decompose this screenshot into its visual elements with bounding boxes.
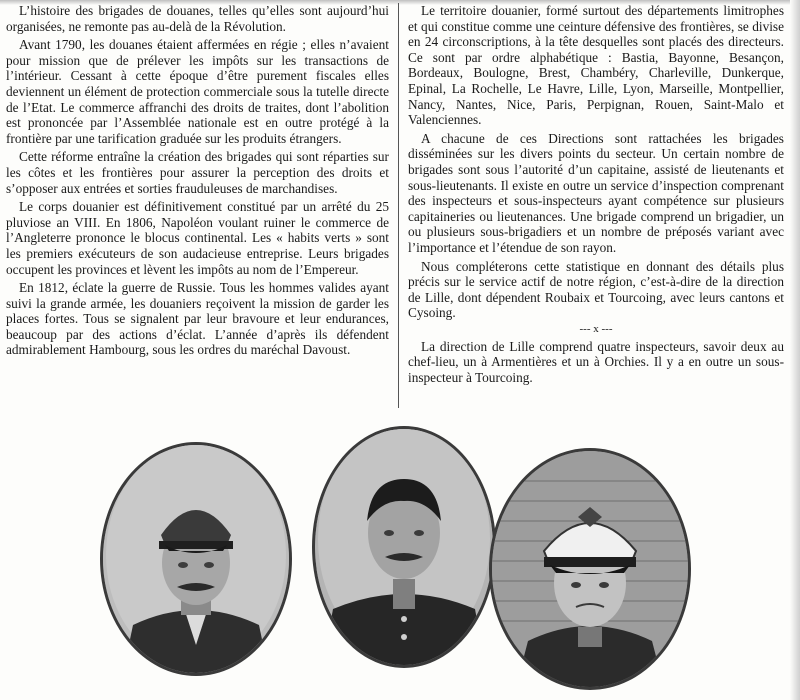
right-paragraph-3: Nous compléterons cette statistique en donnant des détails plus précis sur le service actif de notre région, c’est-à-dire de la direction de Lille, dont dépendent Roubaix et Tourcoing, avec leurs cantons et Cysoing. (408, 258, 784, 321)
portrait-customs-officer-middle (312, 426, 496, 668)
right-text-column (408, 3, 784, 386)
left-paragraph-2: Avant 1790, les douanes étaient affermées en régie ; elles n’avaient pour mission que de prélever les impôts sur les transactions de l’intérieur. Cessant à cette époque d’être purement fiscales elles deviennent un élément de protection commerciale sous la tutelle directe de l’Etat. Le commerce affranchi des droits de traites, dont l’abolition est prononcée par l’Assemblée nationale est en outre protégé à la frontière par une tarification graduée sur les produits étrangers. (6, 37, 389, 146)
portrait-right-illustration (492, 451, 688, 687)
right-paragraph-closing: La direction de Lille comprend quatre inspecteurs, savoir deux au chef-lieu, un à Armentières et un à Orchies. Il y a en outre un sous-inspecteur à Tourcoing. (408, 338, 784, 386)
right-paragraph-1: Le territoire douanier, formé surtout des départements limitrophes et qui constitue comme une ceinture défensive des frontières, se divise en 24 circonscriptions, à la tête desquelles sont placés des directeurs. Ce sont par ordre alphabétique : Bastia, Bayonne, Besançon, Bordeaux, Boulogne, Brest, Chambéry, Charleville, Dunkerque, Epinal, La Rochelle, Le Havre, Lille, Lyon, Marseille, Montpellier, Nancy, Nantes, Nice, Paris, Perpignan, Rouen, Saint-Malo et Valenciennes. (408, 3, 784, 128)
portrait-left-illustration (103, 445, 289, 673)
portrait-customs-officer-right (489, 448, 691, 690)
portrait-customs-officer-left (100, 442, 292, 676)
left-paragraph-1: L’histoire des brigades de douanes, telles qu’elles sont aujourd’hui organisées, ne remonte pas au-delà de la Révolution. (6, 3, 389, 34)
right-paragraph-2: A chacune de ces Directions sont rattachées les brigades disséminées sur les divers points du secteur. Un certain nombre de brigades sont sous l’autorité d’un capitaine, assisté de lieutenants et sous-lieutenants. Il existe en outre un service d’inspection comprenant des inspecteurs et sous-inspecteurs ayant compétence sur plusieurs capitaineries ou lieutenances. Une brigade comprend un brigadier, un ou plusieurs sous-brigadiers et un nombre de préposés variant avec l’importance et l’étendue de son rayon. (408, 130, 784, 255)
left-paragraph-3: Cette réforme entraîne la création des brigades qui sont réparties sur les côtes et les frontières pour assurer la perception des droits et s’opposer aux entrées et sorties frauduleuses de marchandises. (6, 149, 389, 196)
left-paragraph-5: En 1812, éclate la guerre de Russie. Tous les hommes valides ayant suivi la grande armée, les douaniers reçoivent la mission de garder les places fortes. Tous se signalent par leur bravoure et leur endurances, beaucoup par des actions d’éclat. L’année d’après ils défendent admirablement Hambourg, sous les ordres du maréchal Davoust. (6, 280, 389, 358)
left-text-column (6, 3, 399, 408)
left-paragraph-4: Le corps douanier est définitivement constitué par un arrêté du 25 pluviose an VIII. En 1806, Napoléon voulant ruiner le commerce de l’Angleterre prononce le blocus continental. Les « habits verts » sont les premiers exécuteurs de son audacieuse entreprise. Leurs brigades occupent les provinces et lèvent les impôts au nom de l’Empereur. (6, 199, 389, 277)
portrait-middle-illustration (315, 429, 493, 665)
section-separator: --- x --- (579, 322, 613, 335)
portrait-row (0, 418, 800, 700)
